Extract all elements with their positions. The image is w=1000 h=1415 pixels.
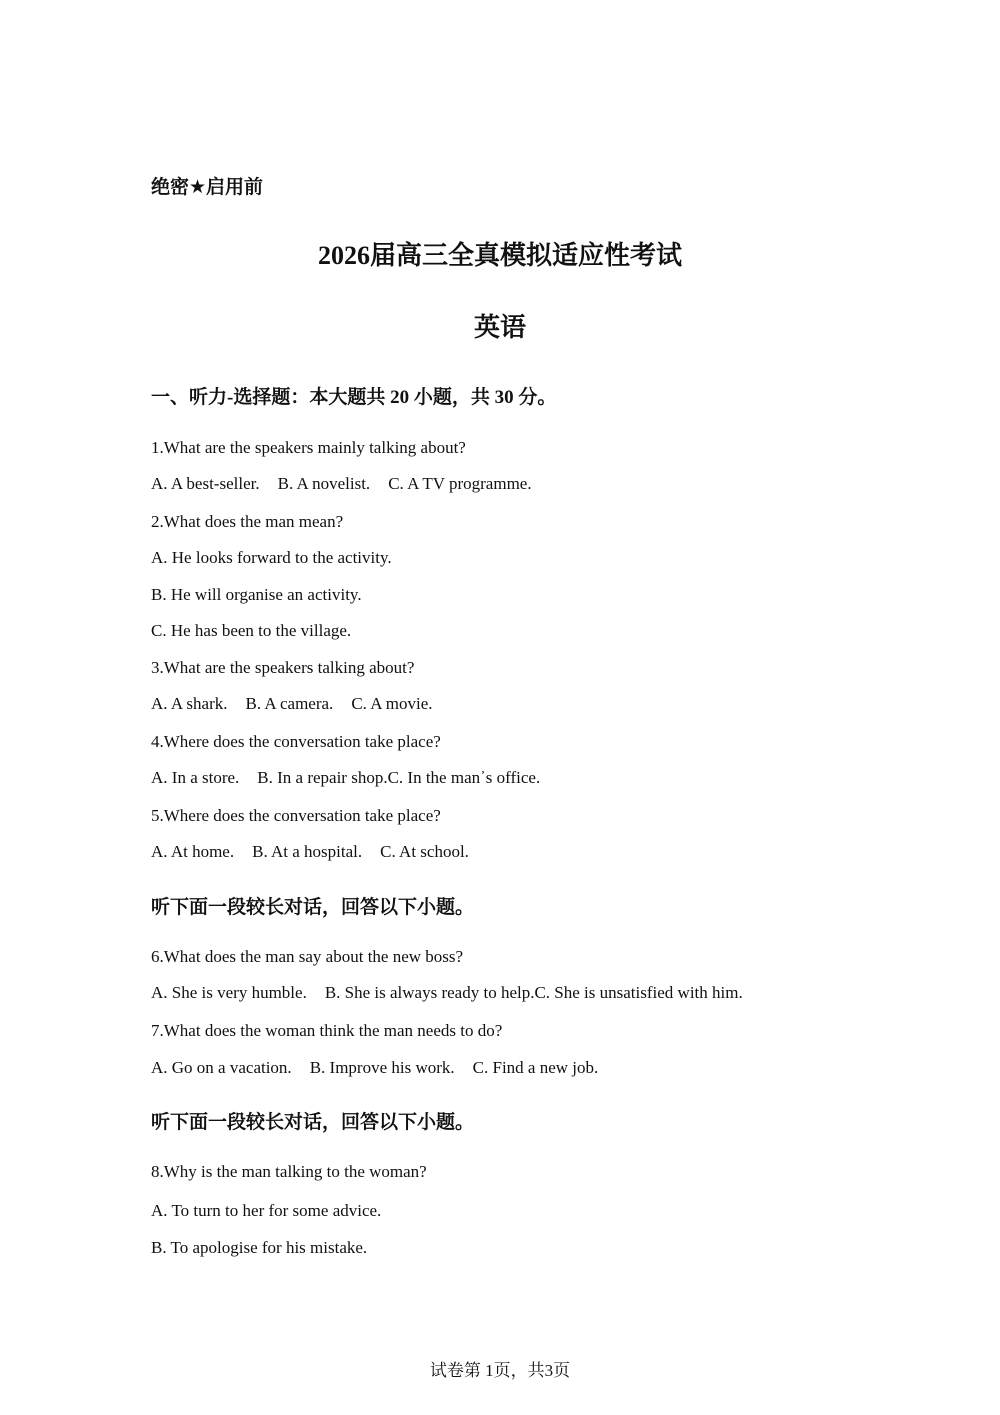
page-footer: 试卷第 1页，共3页 [429, 1361, 571, 1380]
option-c: C. Find a new job. [472, 1058, 599, 1077]
question-1-options [151, 474, 532, 494]
question-2-option-a: A. He looks forward to the activity. [151, 548, 392, 567]
option-b-c: B. In a repair shop.C. In the man᾽s office. [257, 768, 541, 787]
option-c: C. At school. [380, 842, 469, 861]
subheading-dialogue-1: 听下面一段较长对话，回答以下小题。 [151, 896, 475, 918]
question-8-stem: 8.Why is the man talking to the woman? [151, 1162, 427, 1181]
option-c: C. A TV programme. [388, 474, 532, 493]
question-6-options [151, 983, 743, 1003]
option-a: A. In a store. [151, 768, 240, 787]
option-b: B. A camera. [245, 694, 334, 713]
question-7-stem: 7.What does the woman think the man needs to do? [151, 1021, 503, 1040]
option-a: A. A best-seller. [151, 474, 260, 493]
exam-title: 2026届高三全真模拟适应性考试 [317, 241, 682, 270]
option-a: A. Go on a vacation. [151, 1058, 292, 1077]
option-b: B. Improve his work. [309, 1058, 455, 1077]
option-c: C. A movie. [351, 694, 433, 713]
option-b: B. At a hospital. [252, 842, 363, 861]
option-a: A. A shark. [151, 694, 228, 713]
option-a: A. At home. [151, 842, 235, 861]
question-5-stem: 5.Where does the conversation take place? [151, 806, 441, 825]
confidential-mark: 绝密★启用前 [151, 176, 264, 198]
option-a: A. She is very humble. [151, 983, 307, 1002]
question-5-options [151, 842, 469, 862]
subheading-dialogue-2: 听下面一段较长对话，回答以下小题。 [151, 1111, 475, 1133]
question-1-stem: 1.What are the speakers mainly talking about? [151, 438, 466, 457]
question-6-stem: 6.What does the man say about the new boss? [151, 947, 464, 966]
question-3-stem: 3.What are the speakers talking about? [151, 658, 415, 677]
option-b-c: B. She is always ready to help.C. She is unsatisfied with him. [324, 983, 743, 1002]
question-7-options [151, 1058, 598, 1078]
question-3-options [151, 694, 433, 714]
question-2-option-b: B. He will organise an activity. [151, 585, 362, 604]
question-4-stem: 4.Where does the conversation take place? [151, 732, 441, 751]
option-b: B. A novelist. [277, 474, 371, 493]
section-heading-listening: 一、听力-选择题：本大题共 20 小题，共 30 分。 [151, 387, 557, 408]
question-8-option-a: A. To turn to her for some advice. [151, 1201, 382, 1220]
question-4-options [151, 768, 540, 788]
subject-title: 英语 [473, 313, 526, 343]
question-2-option-c: C. He has been to the village. [151, 621, 352, 640]
question-8-option-b: B. To apologise for his mistake. [151, 1238, 368, 1257]
question-2-stem: 2.What does the man mean? [151, 512, 344, 531]
